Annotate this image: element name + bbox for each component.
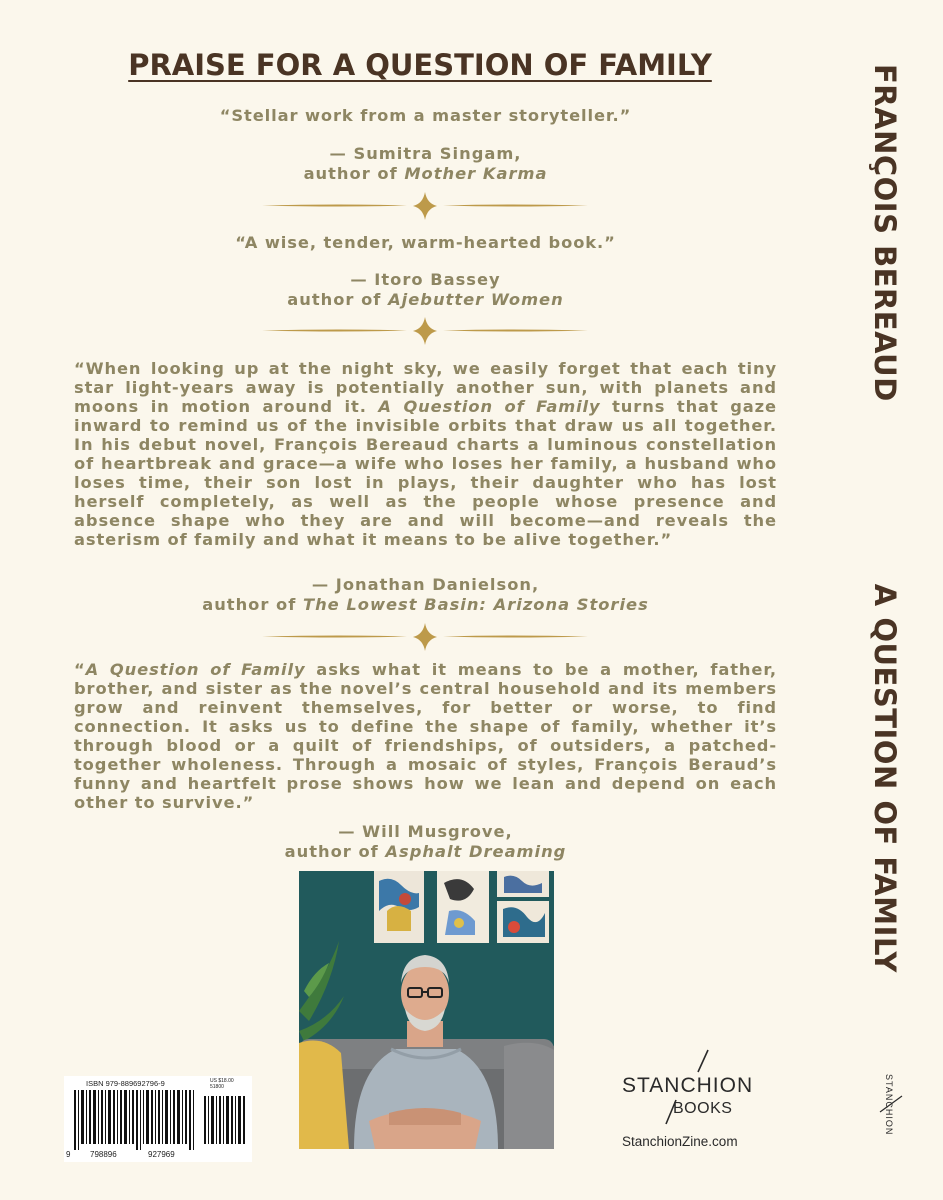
attribution-name: — Sumitra Singam, <box>329 144 522 163</box>
author-book-title: The Lowest Basin: Arizona Stories <box>302 595 649 614</box>
publisher-name: STANCHION <box>622 1074 754 1097</box>
attribution-book-line <box>74 595 777 615</box>
quote-text: asks what it means to be a mother, father, brother, and sister as the novel’s central household and its members grow and reinvent themselves, for better or worse, to find connection. It asks us to define the shape of family, whether it’s through blood or a quilt of friendships, of outsiders, a patched-together wholeness. Through a mosaic of styles, François Beraud’s funny and heartfelt prose shows how we lean and depend on each other to survive.” <box>74 660 777 812</box>
barcode-digit-lead: 9 <box>66 1150 71 1159</box>
quote-text: turns that gaze inward to remind us of the invisible orbits that draw us all together. In his debut novel, François Bereaud charts a luminous constellation of heartbreak and grace—a wife who loses her family, a husband who loses time, their son lost in plays, their daughter who has lost herself completely, as well as the people whose presence and absence shape who they are and will become—and reveals the asterism of family and what it means to be alive together.” <box>74 397 777 549</box>
wall-art <box>374 871 549 943</box>
star-divider-ornament <box>262 192 588 220</box>
attribution-name: — Itoro Bassey <box>350 270 501 289</box>
praise-attribution-1 <box>74 144 777 184</box>
attribution-name: — Will Musgrove, <box>338 822 513 841</box>
author-book-title: Ajebutter Women <box>388 290 564 309</box>
publisher-imprint: BOOKS <box>673 1100 733 1117</box>
author-photo <box>299 871 554 1149</box>
author-of-prefix: author of <box>202 595 303 614</box>
spine-text <box>868 64 902 973</box>
price-code: 51800 <box>210 1084 224 1090</box>
attribution-book-line <box>74 290 777 310</box>
author-book-title: Mother Karma <box>404 164 548 183</box>
publisher-url: StanchionZine.com <box>622 1134 738 1149</box>
attribution-book-line <box>74 842 777 862</box>
attribution-book-line <box>74 164 777 184</box>
price-line: US $18.00 <box>210 1078 234 1084</box>
price-text <box>210 1078 234 1090</box>
publisher-logo <box>610 1048 770 1158</box>
barcode-bars <box>70 1090 248 1150</box>
spine-author: FRANÇOIS BEREAUD <box>868 64 902 402</box>
spine-publisher-name: STANCHION <box>884 1074 894 1136</box>
star-divider-ornament <box>262 317 588 345</box>
praise-attribution-3 <box>74 575 777 615</box>
praise-quote-2: “A wise, tender, warm-hearted book.” <box>235 233 616 252</box>
quote-text: “When looking up at the night sky, we easily forget that each tiny star light-years away is potentially another sun, with planets and moons in motion around it. <box>74 359 777 416</box>
isbn-barcode <box>64 1076 252 1162</box>
praise-quote-4 <box>74 660 777 812</box>
author-of-prefix: author of <box>284 842 386 861</box>
barcode-digits-left: 798896 <box>90 1150 117 1159</box>
star-divider-ornament <box>262 623 588 651</box>
quote-text: “ <box>74 660 86 679</box>
quote-book-title: A Question of Family <box>85 660 306 679</box>
spine-publisher-logo <box>874 1066 910 1156</box>
quote-book-title: A Question of Family <box>378 397 601 416</box>
attribution-name: — Jonathan Danielson, <box>311 575 540 594</box>
author-of-prefix: author of <box>287 290 389 309</box>
praise-attribution-2 <box>74 270 777 310</box>
author-book-title: Asphalt Dreaming <box>385 842 567 861</box>
praise-quote-3 <box>74 359 777 549</box>
barcode-digits-right: 927969 <box>148 1150 175 1159</box>
praise-quote-1: “Stellar work from a master storyteller.” <box>219 106 632 125</box>
spine-title: A QUESTION OF FAMILY <box>868 583 902 973</box>
praise-heading: PRAISE FOR A QUESTION OF FAMILY <box>128 48 712 82</box>
spine-slash-icon <box>874 1090 910 1120</box>
praise-attribution-4 <box>74 822 777 862</box>
isbn-text: ISBN 979-889692796-9 <box>86 1079 165 1088</box>
author-of-prefix: author of <box>303 164 405 183</box>
